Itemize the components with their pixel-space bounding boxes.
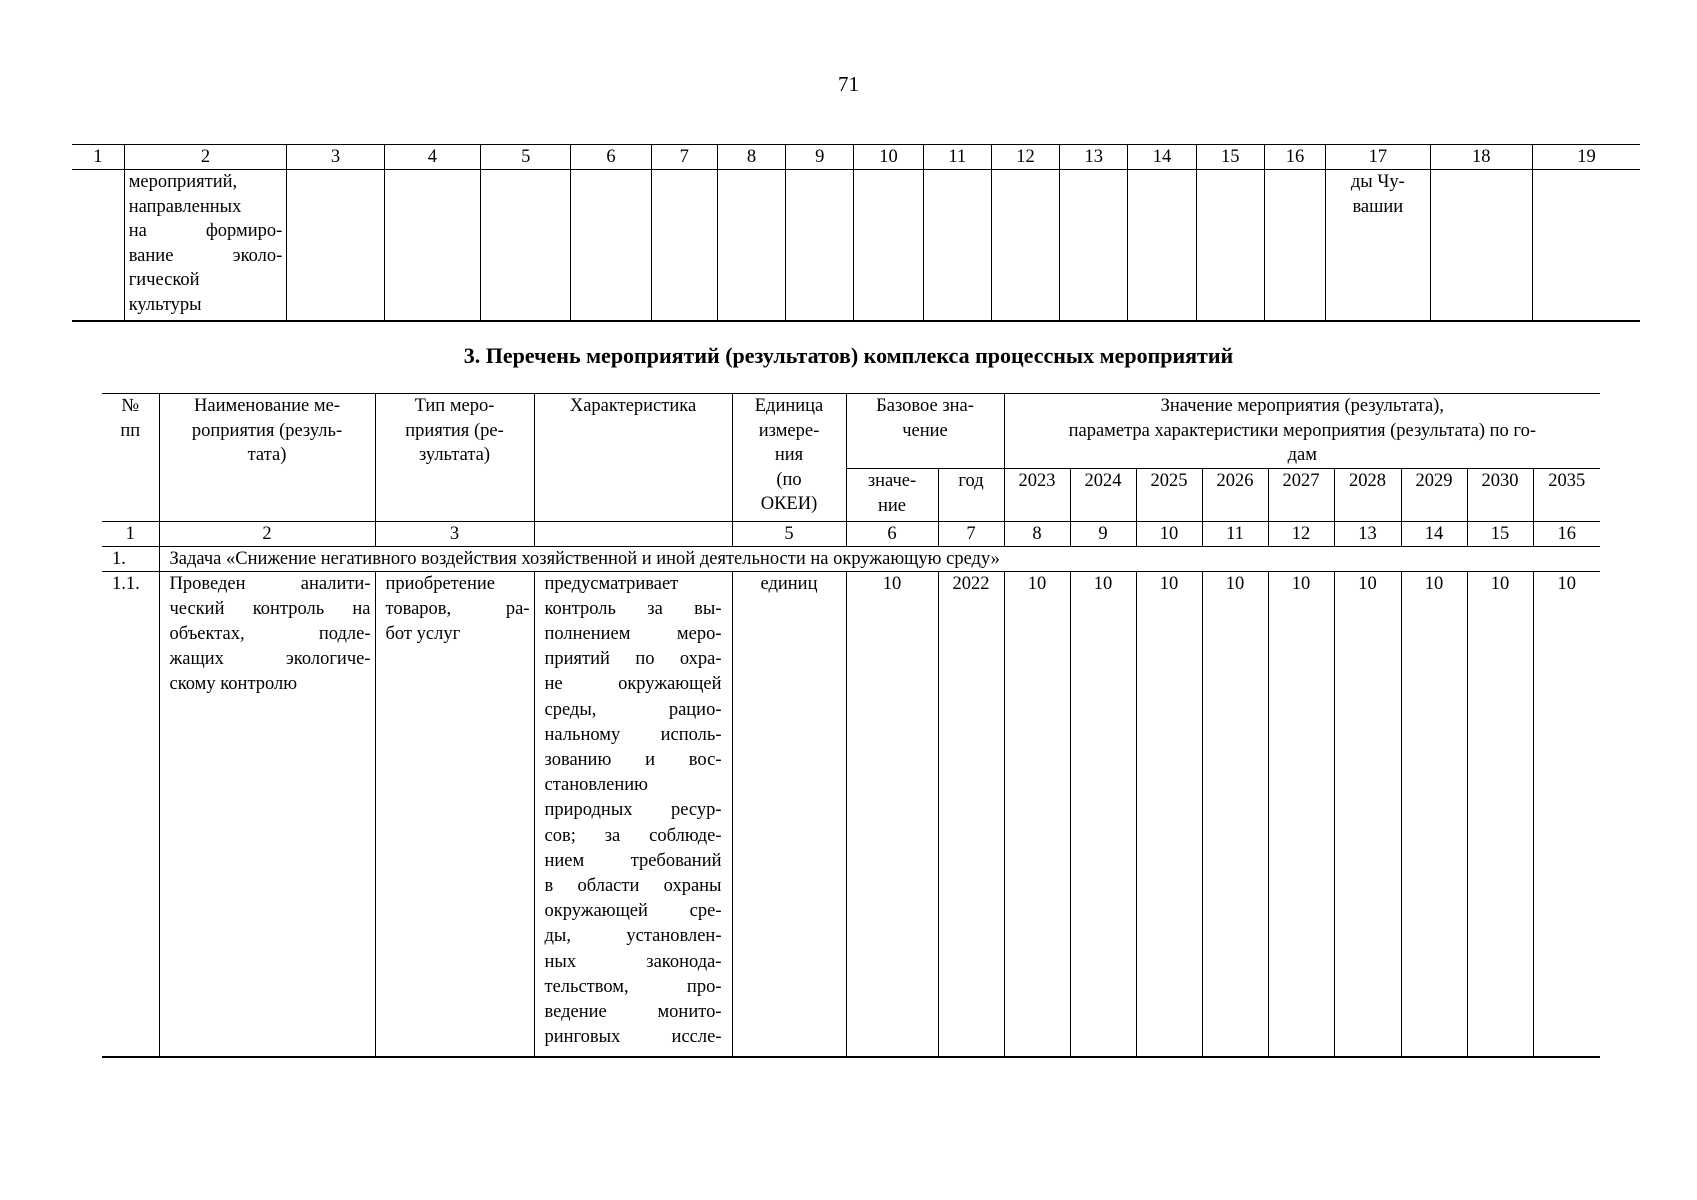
header-line: дам: [1287, 445, 1317, 465]
header-year: 2025: [1136, 468, 1202, 521]
header-line: чение: [902, 420, 948, 441]
item-characteristic: [534, 571, 732, 1057]
text-line: нальному исполь-: [544, 724, 722, 745]
header-year: 2026: [1202, 468, 1268, 521]
col-number: 3: [287, 145, 384, 170]
col-number: 6: [846, 521, 938, 546]
text-line: приятий по охра-: [544, 649, 722, 670]
task-row: [102, 546, 1600, 571]
text-line: природных ресур-: [544, 800, 722, 821]
header-row: [102, 394, 1600, 469]
text-line: на формиро-: [128, 221, 283, 241]
text-line: вание эколо-: [128, 245, 283, 266]
task-text: Задача «Снижение негативного воздействия хозяйственной и иной деятельности на окружающую среду»: [159, 546, 1600, 571]
item-base-year: 2022: [938, 571, 1004, 1057]
item-value: 10: [1202, 571, 1268, 1057]
item-value: 10: [1268, 571, 1334, 1057]
header-line: ОКЕИ): [760, 494, 818, 514]
header-line: зультата): [418, 445, 491, 465]
col-number: 1: [72, 145, 124, 170]
col-number: 18: [1430, 145, 1532, 170]
header-year: 2027: [1268, 468, 1334, 521]
text-line: ных законода-: [544, 951, 722, 972]
text-line: контроль за вы-: [544, 598, 722, 619]
task-number: 1.: [102, 546, 159, 571]
header-line: измере-: [758, 420, 820, 441]
header-line: пп: [120, 420, 141, 441]
text-line: предусматривает: [544, 573, 679, 594]
col-number: 3: [375, 521, 534, 546]
text-line: окружающей сре-: [544, 901, 722, 922]
col-number: 8: [1004, 521, 1070, 546]
header-base: [846, 394, 1004, 469]
col-number: 8: [717, 145, 785, 170]
section-title: 3. Перечень мероприятий (результатов) комплекса процессных мероприятий: [463, 343, 1234, 368]
column-numbers-row: [102, 521, 1600, 546]
col-number: 14: [1401, 521, 1467, 546]
header-number: [102, 394, 159, 522]
header-characteristic: Характеристика: [534, 394, 732, 522]
col-number: 9: [786, 145, 854, 170]
col-number: 11: [1202, 521, 1268, 546]
continuation-body-row: [72, 170, 1640, 322]
col-number: 16: [1533, 521, 1600, 546]
col-number: 5: [481, 145, 571, 170]
measures-table: [102, 393, 1600, 1058]
col-number: 7: [651, 145, 717, 170]
header-line: Единица: [754, 396, 824, 416]
text-line: ды Чу-: [1350, 172, 1405, 192]
col-number: 13: [1334, 521, 1401, 546]
header-type: [375, 394, 534, 522]
col-number: 12: [1268, 521, 1334, 546]
text-line: направленных: [128, 196, 242, 217]
text-line: сов; за соблюде-: [544, 825, 722, 846]
item-number: 1.1.: [102, 571, 159, 1057]
header-year: 2035: [1533, 468, 1600, 521]
header-line: №: [121, 396, 140, 416]
header-line: Наименование ме-: [194, 396, 340, 416]
col-number: 10: [854, 145, 923, 170]
item-value: 10: [1070, 571, 1136, 1057]
header-line: ние: [877, 495, 906, 516]
col-number: 14: [1128, 145, 1196, 170]
text-line: жащих экологиче-: [169, 649, 371, 670]
header-line: параметра характеристики мероприятия (результата) по го-: [1068, 420, 1536, 441]
text-line: ринговых иссле-: [544, 1027, 722, 1048]
text-line: ведение монито-: [544, 1001, 722, 1022]
text-line: Проведен аналити-: [169, 573, 371, 594]
page-number: 71: [838, 72, 859, 96]
item-base-value: 10: [846, 571, 938, 1057]
text-line: бот услуг: [385, 623, 461, 644]
header-line: значе-: [867, 470, 917, 491]
text-line: не окружающей: [544, 674, 722, 695]
col-number: 10: [1136, 521, 1202, 546]
text-line: ческий контроль на: [169, 598, 371, 619]
item-value: 10: [1136, 571, 1202, 1057]
header-year: 2028: [1334, 468, 1401, 521]
header-base-year: год: [938, 468, 1004, 521]
table-row: [102, 571, 1600, 1057]
text-line: мероприятий,: [128, 172, 238, 192]
text-line: ды, установлен-: [544, 926, 722, 947]
header-line: приятия (ре-: [405, 420, 504, 441]
item-value: 10: [1533, 571, 1600, 1057]
col-number: 13: [1060, 145, 1128, 170]
header-values-group: [1004, 394, 1600, 469]
col-number: 5: [732, 521, 846, 546]
item-value: 10: [1401, 571, 1467, 1057]
item-unit: единиц: [732, 571, 846, 1057]
col-number: 17: [1326, 145, 1430, 170]
col-number: 16: [1264, 145, 1325, 170]
text-line: становлению: [544, 775, 648, 796]
header-year: 2030: [1467, 468, 1533, 521]
text-line: приобретение: [385, 573, 495, 594]
text-line: тельством, про-: [544, 976, 722, 997]
continuation-table: [72, 144, 1640, 322]
text-line: вашии: [1352, 196, 1404, 217]
header-year: 2029: [1401, 468, 1467, 521]
header-line: ния: [774, 445, 804, 465]
continuation-header-row: [72, 145, 1640, 170]
text-line: товаров, ра-: [385, 598, 530, 619]
text-line: гической: [128, 270, 200, 290]
header-unit: [732, 394, 846, 522]
col-number: 4: [384, 145, 480, 170]
header-line: Базовое зна-: [876, 396, 974, 416]
col17-cell: [1326, 170, 1430, 322]
col-number: 1: [102, 521, 159, 546]
text-line: в области охраны: [544, 875, 722, 896]
text-line: культуры: [128, 294, 202, 315]
col-number: [534, 521, 732, 546]
header-line: роприятия (резуль-: [191, 420, 343, 441]
header-line: тата): [247, 445, 287, 465]
header-line: Тип меро-: [414, 396, 495, 416]
header-base-value: [846, 468, 938, 521]
item-type: [375, 571, 534, 1057]
item-value: 10: [1467, 571, 1533, 1057]
text-line: полнением меро-: [544, 623, 722, 644]
header-line: Значение мероприятия (результата),: [1160, 396, 1444, 416]
col-number: 12: [991, 145, 1059, 170]
header-year: 2023: [1004, 468, 1070, 521]
col-number: 2: [124, 145, 287, 170]
col-number: 9: [1070, 521, 1136, 546]
text-line: объектах, подле-: [169, 623, 371, 644]
header-line: (по: [776, 469, 802, 490]
col-number: 11: [923, 145, 991, 170]
item-value: 10: [1004, 571, 1070, 1057]
col-number: 2: [159, 521, 375, 546]
measure-name-cell: [124, 170, 287, 322]
item-name: [159, 571, 375, 1057]
item-value: 10: [1334, 571, 1401, 1057]
col-number: 6: [571, 145, 651, 170]
col-number: 15: [1467, 521, 1533, 546]
text-line: зованию и вос-: [544, 749, 722, 770]
col-number: 19: [1532, 145, 1640, 170]
text-line: среды, рацио-: [544, 699, 722, 720]
text-line: скому контролю: [169, 674, 298, 695]
text-line: нием требований: [544, 850, 722, 871]
header-year: 2024: [1070, 468, 1136, 521]
col-number: 15: [1196, 145, 1264, 170]
col-number: 7: [938, 521, 1004, 546]
header-name: [159, 394, 375, 522]
